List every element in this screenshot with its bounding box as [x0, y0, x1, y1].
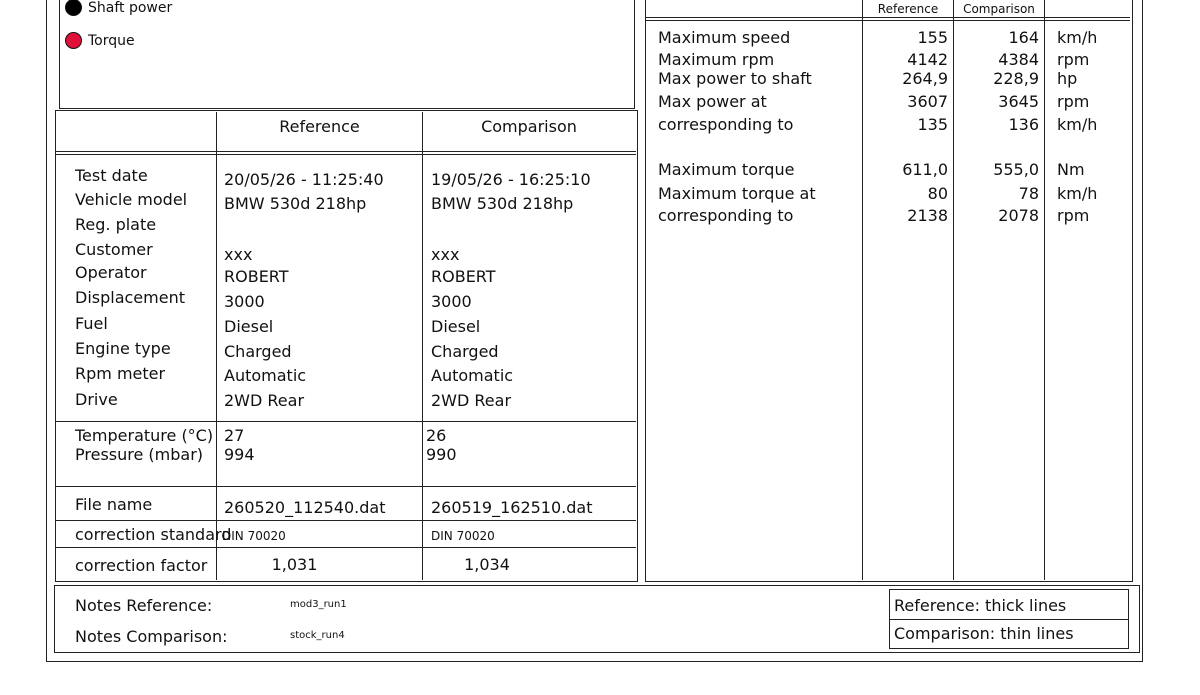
notes-comparison-value: stock_run4: [290, 630, 345, 641]
env-pressure-ref: 994: [224, 445, 255, 464]
correction-factor-ref: 1,031: [271, 555, 318, 574]
file-name-label: File name: [75, 495, 153, 514]
torque-legend-icon: [65, 32, 82, 49]
info-row-label: Fuel: [75, 314, 108, 333]
info-row-ref: 20/05/26 - 11:25:40: [224, 170, 384, 189]
legend-shaft-power: Shaft power: [88, 0, 173, 16]
line-key-comparison: Comparison: thin lines: [894, 624, 1074, 643]
results-header-comparison: Comparison: [963, 2, 1035, 16]
results-header-reference: Reference: [877, 2, 939, 16]
result-comparison-value: 2078: [998, 206, 1039, 225]
correction-rule-1: [56, 520, 636, 521]
result-comparison-value: 136: [1008, 115, 1039, 134]
result-reference-value: 135: [917, 115, 948, 134]
info-row-label: Displacement: [75, 288, 185, 307]
result-reference-value: 611,0: [902, 160, 948, 179]
notes-reference-value: mod3_run1: [290, 599, 347, 610]
correction-standard-ref: DIN 70020: [222, 529, 286, 543]
info-row-label: Rpm meter: [75, 364, 166, 383]
result-label: Maximum rpm: [658, 50, 775, 69]
result-reference-value: 264,9: [902, 69, 948, 88]
file-name-ref: 260520_112540.dat: [224, 498, 386, 517]
result-comparison-value: 78: [1018, 184, 1039, 203]
correction-factor-label: correction factor: [75, 556, 208, 575]
result-label: Max power at: [658, 92, 767, 111]
results-header-rule-double: [646, 20, 1130, 21]
info-row-label: Vehicle model: [75, 190, 188, 209]
info-row-ref: Charged: [224, 342, 292, 361]
env-temperature-cmp: 26: [426, 426, 447, 445]
correction-standard-label: correction standard: [75, 525, 232, 544]
result-comparison-value: 228,9: [993, 69, 1039, 88]
header-rule: [56, 151, 636, 152]
result-label: corresponding to: [658, 115, 794, 134]
info-row-cmp: BMW 530d 218hp: [431, 194, 574, 213]
info-row-cmp: Automatic: [431, 366, 514, 385]
results-col-divider-1: [862, 0, 863, 580]
info-header-comparison: Comparison: [481, 117, 577, 136]
info-row-ref: 2WD Rear: [224, 391, 305, 410]
correction-standard-cmp: DIN 70020: [431, 529, 495, 543]
result-comparison-value: 4384: [998, 50, 1039, 69]
info-header-reference: Reference: [279, 117, 360, 136]
result-label: Maximum torque: [658, 160, 795, 179]
info-row-label: Operator: [75, 263, 147, 282]
info-row-cmp: xxx: [431, 245, 460, 264]
result-label: Maximum speed: [658, 28, 791, 47]
env-pressure-cmp: 990: [426, 445, 457, 464]
info-col-divider-1: [216, 112, 217, 580]
result-label: corresponding to: [658, 206, 794, 225]
info-row-cmp: ROBERT: [431, 267, 496, 286]
info-row-label: Reg. plate: [75, 215, 157, 234]
result-reference-value: 4142: [907, 50, 948, 69]
result-label: Max power to shaft: [658, 69, 812, 88]
info-row-cmp: Charged: [431, 342, 499, 361]
info-col-divider-2: [422, 112, 423, 580]
result-comparison-value: 3645: [998, 92, 1039, 111]
info-row-ref: Diesel: [224, 317, 274, 336]
info-row-label: Drive: [75, 390, 118, 409]
line-key-rule: [890, 619, 1128, 620]
info-row-ref: ROBERT: [224, 267, 289, 286]
results-col-divider-2: [953, 0, 954, 580]
results-col-divider-3: [1044, 0, 1045, 580]
info-row-label: Engine type: [75, 339, 171, 358]
result-unit: rpm: [1057, 50, 1090, 69]
info-row-ref: Automatic: [224, 366, 307, 385]
result-unit: rpm: [1057, 206, 1090, 225]
result-reference-value: 3607: [907, 92, 948, 111]
result-comparison-value: 555,0: [993, 160, 1039, 179]
result-reference-value: 155: [917, 28, 948, 47]
info-row-cmp: 2WD Rear: [431, 391, 512, 410]
env-temperature-label: Temperature (°C): [75, 426, 214, 445]
info-row-ref: xxx: [224, 245, 253, 264]
result-unit: rpm: [1057, 92, 1090, 111]
notes-reference-label: Notes Reference:: [75, 596, 213, 615]
result-unit: km/h: [1057, 184, 1098, 203]
header-rule-double: [56, 154, 636, 155]
result-reference-value: 80: [927, 184, 948, 203]
env-pressure-label: Pressure (mbar): [75, 445, 204, 464]
correction-rule-2: [56, 547, 636, 548]
result-unit: hp: [1057, 69, 1078, 88]
info-row-cmp: 19/05/26 - 16:25:10: [431, 170, 591, 189]
line-key-reference: Reference: thick lines: [894, 596, 1067, 615]
legend-torque: Torque: [88, 33, 135, 49]
result-label: Maximum torque at: [658, 184, 816, 203]
info-row-label: Customer: [75, 240, 153, 259]
notes-comparison-label: Notes Comparison:: [75, 627, 228, 646]
file-name-cmp: 260519_162510.dat: [431, 498, 593, 517]
result-comparison-value: 164: [1008, 28, 1039, 47]
env-temperature-ref: 27: [224, 426, 245, 445]
info-row-cmp: 3000: [431, 292, 472, 311]
result-unit: km/h: [1057, 115, 1098, 134]
info-row-label: Test date: [75, 166, 148, 185]
info-row-ref: 3000: [224, 292, 265, 311]
correction-factor-cmp: 1,034: [464, 555, 510, 574]
info-row-ref: BMW 530d 218hp: [224, 194, 367, 213]
result-unit: km/h: [1057, 28, 1098, 47]
file-rule: [56, 486, 636, 487]
result-unit: Nm: [1057, 160, 1085, 179]
result-reference-value: 2138: [907, 206, 948, 225]
env-rule: [56, 421, 636, 422]
info-row-cmp: Diesel: [431, 317, 481, 336]
